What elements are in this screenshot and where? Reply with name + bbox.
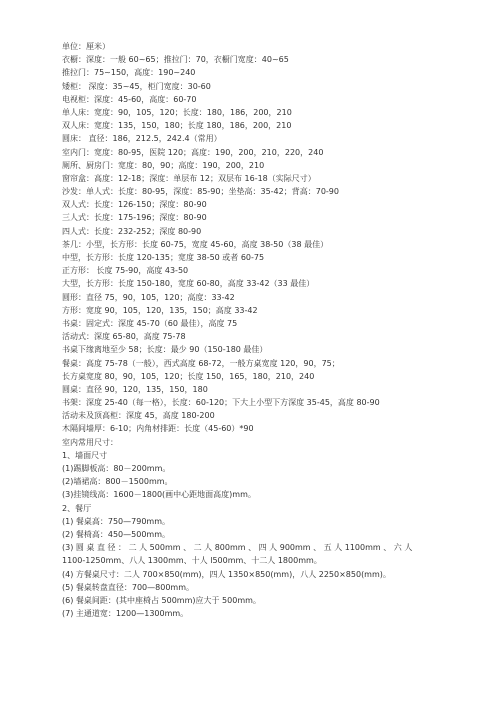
text-line-dining-chair-height: (2) 餐椅高：450—500mm。 bbox=[62, 529, 170, 539]
text-line-round-table: 圆桌：直径 90，120，135，150，180 bbox=[62, 384, 208, 394]
text-line-turntable-diameter: (5) 餐桌转盘直径：700—800mm。 bbox=[62, 582, 194, 592]
text-line-double-bed: 双人床：宽度：135，150，180；长度 180，186，200，210 bbox=[62, 121, 292, 131]
text-line-coffee-table-small: 茶几：小型，长方形：长度 60-75，宽度 45-60，高度 38-50（38 最佳） bbox=[62, 239, 329, 249]
text-line-sofa-single: 沙发：单人式：长度：80-95，深度：85-90；坐垫高：35-42；背高：70-90 bbox=[62, 187, 339, 197]
text-line-skirting: (1)踢脚板高：80－200mm。 bbox=[62, 464, 171, 473]
text-line-dining-table: 餐桌：高度 75-78（一般），西式高度 68-72，一般方桌宽度 120，90，75； bbox=[62, 358, 340, 368]
text-line-interior-door: 室内门：宽度：80-95，医院 120；高度：190，200，210，220，240 bbox=[62, 147, 324, 157]
text-line-sofa-quad: 四人式：长度：232-252；深度 80-90 bbox=[62, 226, 202, 236]
text-line-main-aisle: (7) 主通道宽：1200—1300mm。 bbox=[62, 609, 189, 619]
document-body bbox=[62, 40, 442, 620]
text-line-wainscot: (2)墙裙高：800－1500mm。 bbox=[62, 477, 173, 487]
text-line-table-spacing: (6) 餐桌间距：(其中座椅占 500mm)应大于 500mm。 bbox=[62, 595, 261, 605]
text-line-rect-table: 长方桌宽度 80，90，105，120；长度 150，165，180，210，240 bbox=[62, 371, 315, 381]
text-line-coffee-table-large: 大型，长方形：长度 150-180，宽度 60-80，高度 33-42（33 最佳） bbox=[62, 279, 315, 289]
text-line-wall-section-heading: 1、墙面尺寸 bbox=[62, 450, 108, 460]
text-line-coffee-table-medium: 中型，长方形：长度 120-135；宽度 38-50 或者 60-75 bbox=[62, 253, 265, 262]
text-line-wardrobe: 衣橱：深度：一般 60~65；推拉门：70，衣橱门宽度：40~65 bbox=[62, 55, 289, 65]
text-line-picture-rail: (3)挂镜线高：1600－1800(画中心距地面高度)mm。 bbox=[62, 490, 256, 500]
text-line-desk-clearance: 书桌下缘离地至少 58；长度：最少 90（150-180 最佳） bbox=[62, 345, 268, 355]
text-line-tv-cabinet: 电视柜：深度：45-60，高度：60-70 bbox=[62, 94, 197, 104]
text-line-round-table-diameter-cont: 1100-1250mm、八人 1300mm、十人 l500mm、十二人 1800mm。 bbox=[62, 556, 322, 566]
text-line-unit: 单位：厘米） bbox=[62, 42, 110, 51]
text-line-dining-section-heading: 2、餐厅 bbox=[62, 503, 92, 513]
text-line-sliding-door: 推拉门：75~150，高度：190~240 bbox=[62, 68, 196, 78]
text-line-single-bed: 单人床：宽度：90，105，120；长度：180，186，200，210 bbox=[62, 107, 292, 117]
text-line-bookshelf: 书架：深度 25-40（每一格），长度：60-120；下大上小型下方深度 35-45，高度 80-90 bbox=[62, 398, 380, 408]
text-line-bathroom-door: 厕所、厨房门：宽度：80，90；高度：190，200，210 bbox=[62, 160, 265, 170]
text-line-desk-fixed: 书桌：固定式：深度 45-70（60 最佳），高度 75 bbox=[62, 318, 238, 328]
text-line-sofa-triple: 三人式：长度：175-196；深度：80-90 bbox=[62, 213, 207, 223]
text-line-desk-mobile: 活动式：深度 65-80，高度 75-78 bbox=[62, 332, 186, 342]
text-line-round-bed: 圆床： 直径：186，212.5，242.4（常用） bbox=[62, 134, 222, 144]
text-line-coffee-table-square: 正方形： 长度 75-90，高度 43-50 bbox=[62, 266, 189, 276]
text-line-tall-cabinet: 活动未及顶高柜：深度 45，高度 180-200 bbox=[62, 411, 215, 421]
text-line-common-sizes-heading: 室内常用尺寸： bbox=[62, 437, 118, 447]
text-line-round-table-diameter: (3) 圆 桌 直 径 ： 二 人 500mm 、 二 人 800mm 、 四 人 900mm 、 五 人 1100mm 、 六 人 bbox=[62, 543, 413, 553]
text-line-curtain-box: 窗帘盒：高度：12-18；深度：单层布 12；双层布 16-18（实际尺寸） bbox=[62, 173, 316, 183]
text-line-sofa-double: 双人式：长度：126-150；深度：80-90 bbox=[62, 200, 207, 210]
text-line-square-table-size: (4) 方餐桌尺寸：二人 700×850(mm)，四人 1350×850(mm)，八人 2250×850(mm)。 bbox=[62, 569, 391, 579]
text-line-partition-wall: 木隔间墙厚：6-10；内角材排距：长度（45-60）*90 bbox=[62, 424, 254, 434]
text-line-dining-table-height: (1) 餐桌高：750—790mm。 bbox=[62, 516, 170, 526]
text-line-coffee-table-square-2: 方形：宽度 90，105，120，135，150；高度 33-42 bbox=[62, 305, 258, 315]
text-line-low-cabinet: 矮柜： 深度：35~45，柜门宽度：30-60 bbox=[62, 81, 211, 91]
text-line-coffee-table-round: 圆形：直径 75，90，105，120；高度：33-42 bbox=[62, 292, 235, 302]
